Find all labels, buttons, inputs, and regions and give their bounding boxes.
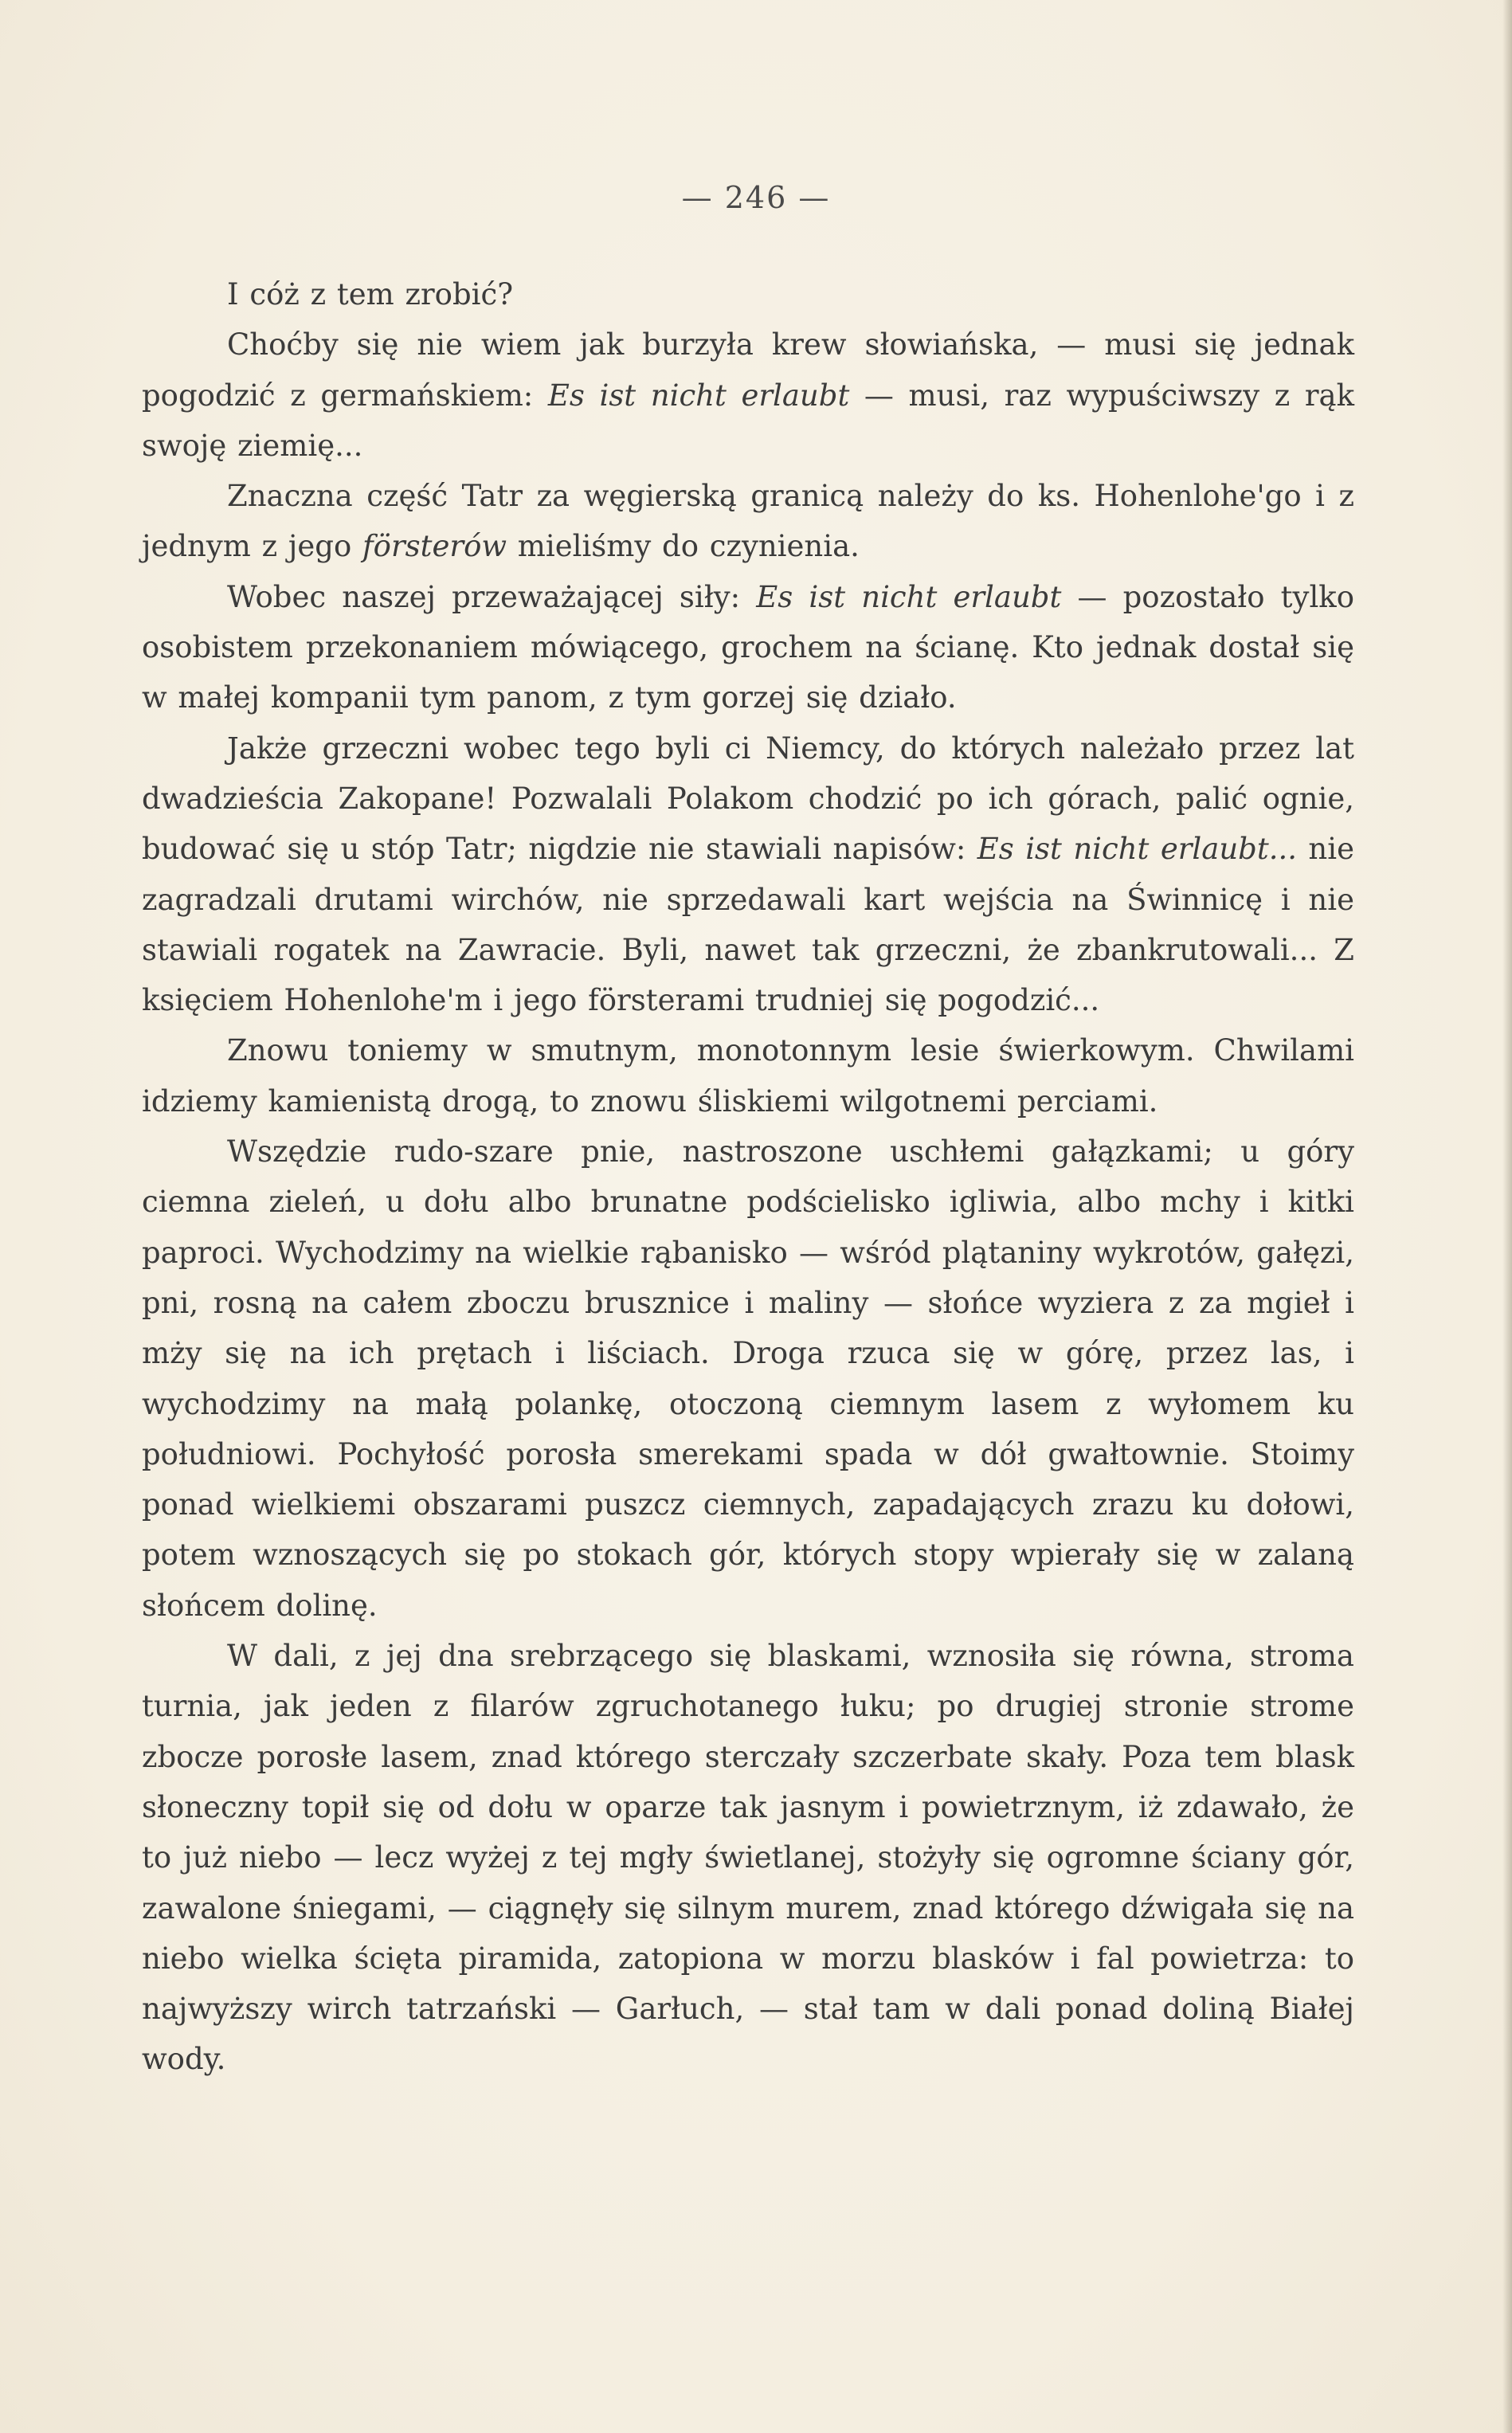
paragraph [142, 471, 1354, 572]
paragraph [142, 319, 1354, 471]
text-run: Znaczna część Tatr za węgierską granicą należy do ks. Hohenlohe'go i z jednym z jego [142, 479, 1354, 564]
text-run: W dali, z jej dna srebrzącego się blaskami, wznosiła się równa, stroma turnia, jak jeden z filarów zgruchotanego łuku; po drugiej stronie strome zbocze porosłe lasem, znad którego sterczały szczerbate skały. Poza tem blask słoneczny topił się od dołu w oparze tak jasnym i powietrznym, iż zdawało, że to już niebo — lecz wyżej z tej mgły świetlanej, stożyły się ogromne ściany gór, zawalone śniegami, — ciągnęły się silnym murem, znad którego dźwigała się na niebo wielka ścięta piramida, zatopiona w morzu blasków i fal powietrza: to najwyższy wirch tatrzański — Garłuch, — stał tam w dali ponad doliną Białej wody. [142, 1639, 1354, 2077]
text-run: Znowu toniemy w smutnym, monotonnym lesie świerkowym. Chwilami idziemy kamienistą drogą, to znowu śliskiemi wilgotnemi perciami. [142, 1033, 1354, 1119]
text-run: Wszędzie rudo-szare pnie, nastroszone uschłemi gałązkami; u góry ciemna zieleń, u dołu albo brunatne podścielisko igliwia, albo mchy i kitki paproci. Wychodzimy na wielkie rąbanisko — wśród plątaniny wykrotów, gałęzi, pni, rosną na całem zboczu brusznice i maliny — słońce wyziera z za mgieł i mży się na ich prętach i liściach. Droga rzuca się w górę, przez las, i wychodzimy na małą polankę, otoczoną ciemnym lasem z wyłomem ku południowi. Pochyłość porosła smerekami spada w dół gwałtownie. Stoimy ponad wielkiemi obszarami puszcz ciemnych, zapadających zrazu ku dołowi, potem wznoszących się po stokach gór, których stopy wpierały się w zalaną słońcem dolinę. [142, 1134, 1354, 1623]
text-body [142, 269, 1354, 2085]
text-run: Jakże grzeczni wobec tego byli ci Niemcy, do których należało przez lat dwadzieścia Zakopane! Pozwalali Polakom chodzić po ich górach, palić ognie, budować się u stóp Tatr; nigdzie nie stawiali napisów: [142, 731, 1354, 867]
text-run: Wobec naszej przeważającej siły: [227, 579, 757, 614]
text-run: — musi, raz wypuściwszy z rąk swoję ziemię... [142, 378, 1355, 463]
text-run: mieliśmy do czynienia. [507, 529, 860, 564]
italic-phrase: Es ist nicht erlaubt [756, 579, 1062, 614]
italic-phrase: försterów [362, 529, 507, 564]
paragraph [142, 1631, 1354, 2085]
page-number: — 246 — [681, 180, 831, 215]
text-run: — pozostało tylko osobistem przekonaniem mówiącego, grochem na ścianę. Kto jednak dostał się w małej kompanii tym panom, z tym gorzej się działo. [142, 579, 1354, 715]
italic-phrase: Es ist nicht erlaubt [547, 378, 850, 413]
text-run: nie zagradzali drutami wirchów, nie sprzedawali kart wejścia na Świnnicę i nie stawiali rogatek na Zawracie. Byli, nawet tak grzeczni, że zbankrutowali... Z księciem Hohenlohe'm i jego försterami trudniej się pogodzić... [142, 832, 1354, 1018]
paragraph [142, 1025, 1354, 1126]
paragraph [142, 572, 1354, 723]
text-run: I cóż z tem zrobić? [227, 277, 514, 311]
paragraph [142, 269, 1354, 319]
paragraph [142, 1126, 1354, 1631]
italic-phrase: Es ist nicht erlaubt... [977, 832, 1297, 867]
text-run: Choćby się nie wiem jak burzyła krew słowiańska, — musi się jednak pogodzić z germańskiem: [142, 327, 1354, 413]
paragraph [142, 723, 1354, 1026]
page-edge-shadow [1502, 0, 1512, 2433]
